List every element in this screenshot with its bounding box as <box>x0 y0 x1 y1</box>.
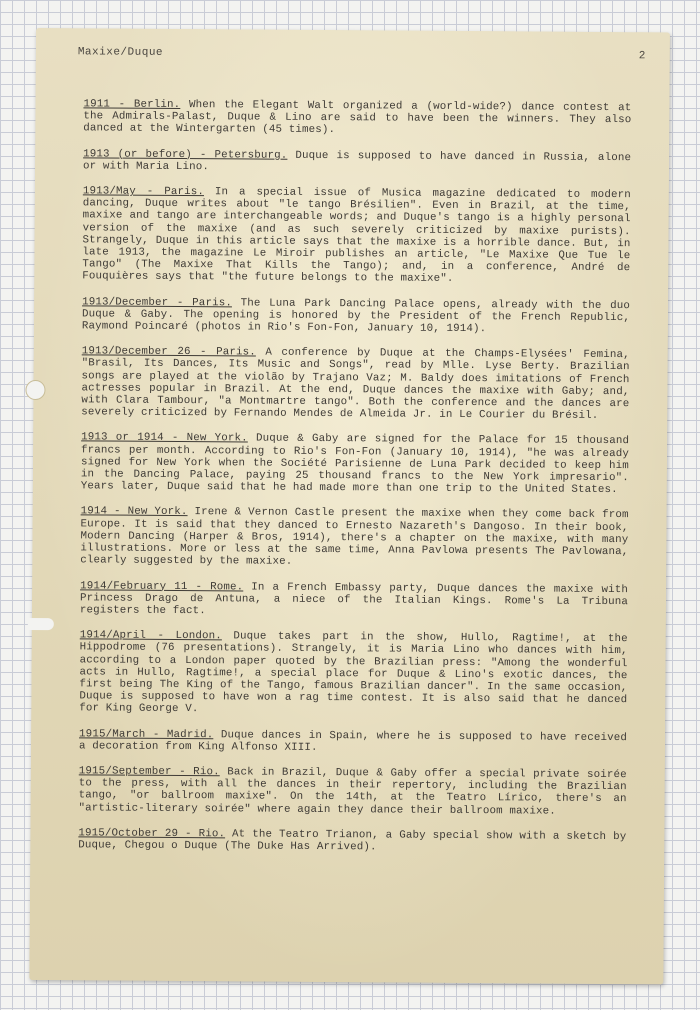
page-header <box>78 46 646 62</box>
entry-text: A conference by Duque at the Champs-Elysées' Femina, "Brasil, Its Dances, Its Music and Songs", read by Mlle. Lyse Berty. Brazilian songs are played at the violão by Trajano Vaz; M. Baldy does imitations of French actresses popular in Brazil. At the end, Duque dances the maxixe with Gaby; and, with Clara Tambour, "a Montmartre tango". Both the conference and the dances are severely criticized by Fernando Mendes de Almeida Jr. in Le Courier du Brésil. <box>81 346 630 423</box>
paper-tear <box>28 618 54 630</box>
chronology-entry <box>80 506 628 571</box>
entry-heading: 1915/September - Rio. <box>78 765 220 779</box>
punch-hole <box>25 380 45 400</box>
entry-heading: 1915/March - Madrid. <box>79 727 214 741</box>
entry-heading: 1913/December 26 - Paris. <box>81 345 256 359</box>
entry-text: Duque dances in Spain, where he is supposed to have received a decoration from King Alfonso XIII. <box>78 728 628 754</box>
entry-text: In a French Embassy party, Duque dances the maxixe with Princess Drago de Antuna, a niece of the Italian Kings. Rome's La Tribuna registers the fact. <box>79 581 629 618</box>
chronology-entry <box>83 148 631 176</box>
entry-text: Duque takes part in the show, Hullo, Ragtime!, at the Hippodrome (76 presentations). Strangely, it is Maria Lino who dances with him, according to a London paper quoted by the Brazilian press: "Among the wonderful acts in Hullo, Ragtime!, a special place for Duque & Lino's exotic dances, the first being The King of the Tango, famous Brazilian dancer". In the same occasion, Duque is supposed to have won a rag time contest. It is also said that he danced for King George V. <box>79 630 628 716</box>
entry-heading: 1914/February 11 - Rome. <box>80 579 244 593</box>
entry-text: Back in Brazil, Duque & Gaby offer a special private soirée to the press, with all the dances in their repertory, including the Brazilian tango, "or ballroom maxixe". On the 14th, at the Teatro Lírico, there's an "artistic-literary soirée" where again they dance their ballroom maxixe. <box>78 766 627 818</box>
entry-heading: 1913/May - Paris. <box>82 185 205 199</box>
entry-text: When the Elegant Walt organized a (world-wide?) dance contest at the Admirals-Palast, Duque & Lino are said to have been the winners. They also danced at the Wintergarten (45 times). <box>83 99 632 137</box>
chronology-entry <box>82 185 631 286</box>
chronology-entry <box>79 629 628 718</box>
page-body <box>78 98 631 868</box>
entry-text: Irene & Vernon Castle present the maxixe when they come back from Europe. It is said that they danced to Ernesto Nazareth's Dangoso. In their book, Modern Dancing (Harper & Bros, 1914), there's a chapter on the maxixe, with many illustrations. More or less at the same time, Anna Pavlowa presents The Pavlowana, clearly suggested by the maxixe. <box>80 506 629 569</box>
entry-heading: 1913 or 1914 - New York. <box>81 431 248 445</box>
page-number: 2 <box>638 50 646 63</box>
entry-text: At the Teatro Trianon, a Gaby special show with a sketch by Duque, Chegou o Duque (The Duke Has Arrived). <box>78 828 627 854</box>
chronology-entry <box>79 765 627 818</box>
entry-text: Duque & Gaby are signed for the Palace for 15 thousand francs per month. According to Rio's Fon-Fon (January 10, 1914), "he was already signed for New York when the Société Parisienne de Luna Park decided to keep him in the Dancing Palace, paying 25 thousand francs to the New York impresario". Years later, Duque said that he had made more than one trip to the United States. <box>80 433 630 497</box>
entry-heading: 1914/April - London. <box>79 629 222 643</box>
entry-heading: 1913 (or before) - Petersburg. <box>83 147 288 162</box>
chronology-entry <box>81 346 629 423</box>
entry-heading: 1914 - New York. <box>80 505 188 519</box>
entry-text: The Luna Park Dancing Palace opens, already with the duo Duque & Gaby. The opening is honored by the President of the French Republic, Raymond Poincaré (photos in Rio's Fon-Fon, January 10, 1914). <box>81 297 631 336</box>
entry-text: In a special issue of Musica magazine dedicated to modern dancing, Duque writes about "le tango Brésilien". Even in Brazil, at the time, maxixe and tango are interchangeable words; and Duque's tango is a highly personal version of the maxixe (and as such severely criticized by maxixe purists). Strangely, Duque in this article says that the maxixe is a horrible dance. But, in late 1913, the magazine Le Miroir publishes an article, "Le Maxixe Que Tue le Tango" (The Maxixe That Kills the Tango); and, in a conference, André de Fouquières says that "the future belongs to the maxixe". <box>82 186 631 286</box>
page-header-title: Maxixe/Duque <box>77 46 164 59</box>
chronology-entry <box>82 296 630 336</box>
entry-heading: 1911 - Berlin. <box>83 98 181 112</box>
chronology-entry <box>80 580 628 620</box>
chronology-entry <box>79 728 627 756</box>
entry-heading: 1915/October 29 - Rio. <box>78 827 226 841</box>
entry-heading: 1913/December - Paris. <box>82 295 233 310</box>
entry-text: Duque is supposed to have danced in Russia, alone or with Maria Lino. <box>82 149 632 174</box>
chronology-entry <box>78 827 626 855</box>
chronology-entry <box>83 98 631 138</box>
typewritten-page <box>29 28 670 984</box>
chronology-entry <box>81 432 629 497</box>
